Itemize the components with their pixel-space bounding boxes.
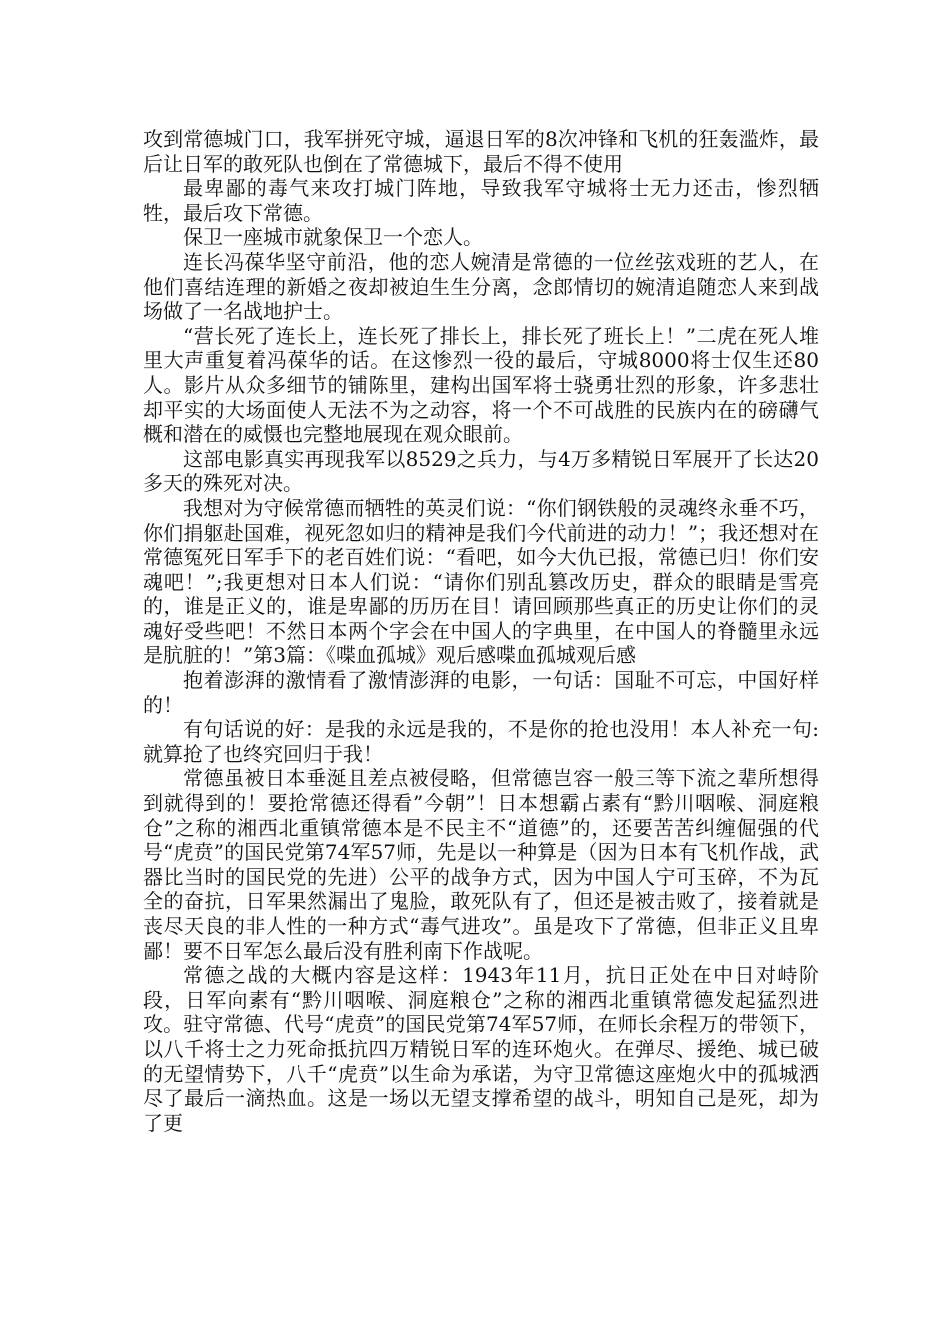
paragraph-3: 保卫一座城市就象保卫一个恋人。	[183, 225, 483, 250]
paragraph-11: 常德之战的大概内容是这样：1943年11月，抗日正处在中日对峙阶段，日军向素有“黔川咽喉、洞庭粮仓”之称的湘西北重镇常德发起猛烈进攻。驻守常德、代号“虎贲”的国民党第74军57师，在师长余程万的带领下，以八千将士之力死命抵抗四万精锐日军的连环炮火。在弹尽、援绝、城已破的无望情势下，八千“虎贲”以生命为承诺，为守卫常德这座炮火中的孤城洒尽了最后一滴热血。这是一场以无望支撑希望的战斗，明知自己是死，却为了更	[143, 963, 819, 1135]
paragraph-9: 有句话说的好：是我的永远是我的，不是你的抢也没用！本人补充一句:就算抢了也终究回归于我！	[143, 717, 819, 766]
paragraph-10: 常德虽被日本垂涎且差点被侵略，但常德岂容一般三等下流之辈所想得到就得到的！要抢常德还得看”今朝”！日本想霸占素有“黔川咽喉、洞庭粮仓”之称的湘西北重镇常德本是不民主不“道德”的，还要苦苦纠缠倔强的代号“虎贲”的国民党第74军57师，先是以一种算是（因为日本有飞机作战，武器比当时的国民党的先进）公平的战争方式，因为中国人宁可玉碎，不为瓦全的奋抗，日军果然漏出了鬼脸，敢死队有了，但还是被击败了，接着就是丧尽天良的非人性的一种方式“毒气进攻”。虽是攻下了常德，但非正义且卑鄙！要不日军怎么最后没有胜利南下作战呢。	[143, 766, 819, 963]
paragraph-7: 我想对为守候常德而牺牲的英灵们说：“你们钢铁般的灵魂终永垂不巧，你们捐躯赴国难，视死忽如归的精神是我们今代前进的动力！”；我还想对在常德冤死日军手下的老百姓们说：“看吧，如今大仇已报，常德已归！你们安魂吧！”;我更想对日本人们说：“请你们别乱篡改历史，群众的眼睛是雪亮的，谁是正义的，谁是卑鄙的历历在目！请回顾那些真正的历史让你们的灵魂好受些吧！不然日本两个字会在中国人的字典里，在中国人的脊髓里永远是肮脏的！”第3篇：《喋血孤城》观后感喋血孤城观后感	[143, 495, 819, 668]
paragraph-5: “营长死了连长上，连长死了排长上，排长死了班长上！”二虎在死人堆里大声重复着冯葆华的话。在这惨烈一役的最后，守城8000将士仅生还80人。影片从众多细节的铺陈里，建构出国军将士骁勇壮烈的形象，许多悲壮却平实的大场面使人无法不为之动容，将一个不可战胜的民族内在的磅礴气概和潜在的威慑也完整地展现在观众眼前。	[143, 323, 819, 447]
paragraph-2: 最卑鄙的毒气来攻打城门阵地，导致我军守城将士无力还击，惨烈牺牲，最后攻下常德。	[143, 176, 819, 225]
paragraph-8: 抱着澎湃的激情看了激情澎湃的电影，一句话：国耻不可忘，中国好样的！	[143, 668, 819, 717]
paragraph-4: 连长冯葆华坚守前沿，他的恋人婉清是常德的一位丝弦戏班的艺人，在他们喜结连理的新婚之夜却被迫生生分离，念郎情切的婉清追随恋人来到战场做了一名战地护士。	[143, 249, 819, 324]
paragraph-6: 这部电影真实再现我军以8529之兵力，与4万多精锐日军展开了长达20多天的殊死对决。	[143, 446, 819, 496]
document-body	[143, 127, 819, 1135]
paragraph-1: 攻到常德城门口，我军拼死守城，逼退日军的8次冲锋和飞机的狂轰滥炸，最后让日军的敢死队也倒在了常德城下，最后不得不使用	[143, 127, 819, 176]
